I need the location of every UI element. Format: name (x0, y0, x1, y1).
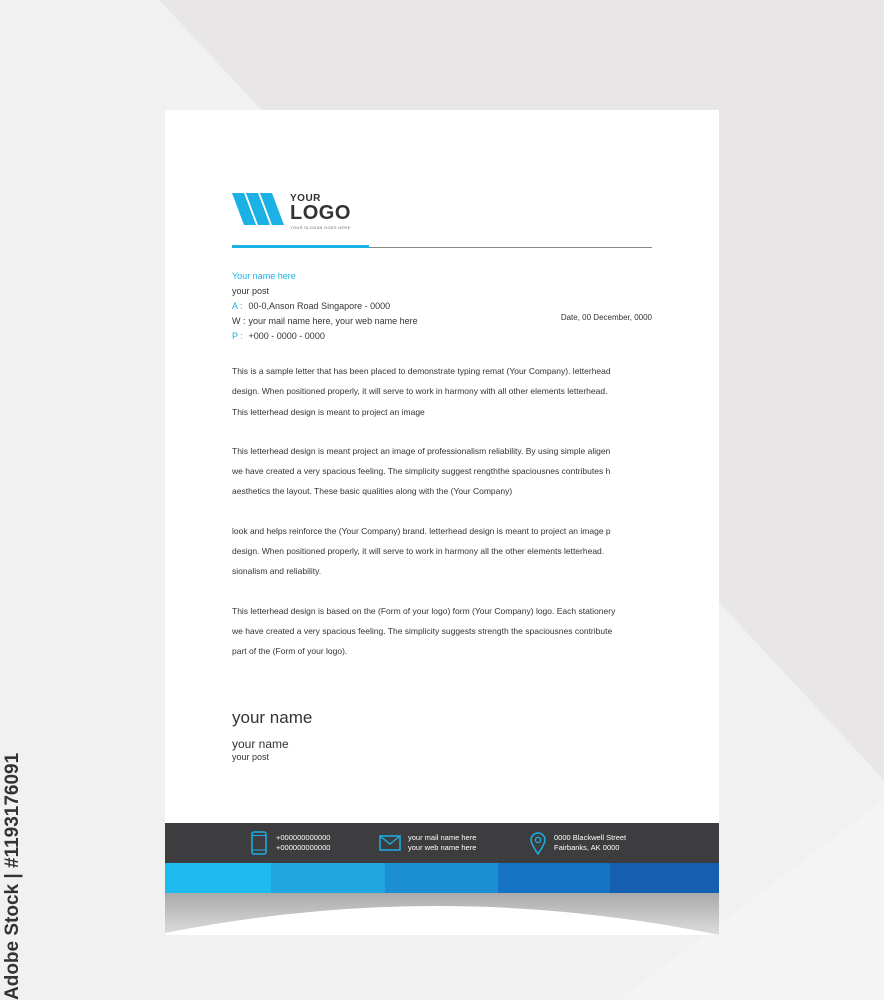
paragraph-line: part of the (Form of your logo). (232, 646, 348, 657)
paragraph-1 (232, 361, 652, 422)
sender-web-line (232, 314, 418, 329)
letterhead-page (165, 110, 719, 935)
footer-street: 0000 Blackwell Street (554, 833, 627, 842)
web-label: W : (232, 316, 246, 326)
paragraph-line: we have created a very spacious feeling. The simplicity suggests strength the spaciousnes contribute (232, 625, 613, 636)
logo-slogan: YOUR SLOGAN GOES HERE (290, 225, 351, 230)
header-accent-rule (232, 245, 369, 248)
footer-web-name: your web name here (408, 843, 477, 852)
bottom-curve-decoration (165, 893, 719, 935)
stripe-5 (610, 863, 719, 893)
color-stripes (165, 863, 719, 893)
footer-bar (165, 823, 719, 863)
stripe-3 (385, 863, 498, 893)
paragraph-line: design. When positioned properly, it will serve to work in harmony with all other elements letterhead. (232, 386, 608, 397)
footer-mail-name: your mail name here (408, 833, 477, 842)
footer-city: Fairbanks, AK 0000 (554, 843, 620, 852)
sender-address-line (232, 299, 418, 314)
paragraph-line: look and helps reinforce the (Your Company) brand. letterhead design is meant to project an image p (232, 525, 611, 536)
paragraph-2 (232, 441, 652, 502)
paragraph-line: we have created a very spacious feeling. The simplicity suggest rengththe spaciousnes contributes h (232, 466, 611, 477)
phone-label: P : (232, 331, 243, 341)
paragraph-line: This letterhead design is meant project an image of professionalism reliability. By using simple aligen (232, 445, 611, 456)
stock-watermark (2, 752, 32, 1000)
paragraph-line: design. When positioned properly, it will serve to work in harmony all the other elements letterhead. (232, 546, 605, 557)
stripe-4 (498, 863, 610, 893)
signature-name: your name (232, 737, 289, 751)
paragraph-line: sionalism and reliability. (232, 566, 322, 577)
mail-icon (379, 831, 401, 855)
watermark-text: Adobe Stock | #1193176091 (2, 752, 23, 1000)
phone-icon (251, 831, 267, 855)
letter-body (232, 361, 652, 681)
sender-web: your mail name here, your web name here (248, 316, 418, 326)
sender-block (232, 269, 418, 344)
location-pin-icon (529, 831, 547, 855)
footer-mail-text (408, 833, 476, 853)
paragraph-line: This letterhead design is based on the (Form of your logo) form (Your Company) logo. Each stationery (232, 605, 616, 616)
company-logo (232, 193, 362, 233)
paragraph-line: This is a sample letter that has been placed to demonstrate typing remat (Your Company). letterhead (232, 366, 611, 376)
stripe-1 (165, 863, 271, 893)
letter-date: Date, 00 December, 0000 (560, 313, 652, 322)
footer-address-text (554, 833, 626, 853)
stripe-2 (271, 863, 385, 893)
paragraph-line: This letterhead design is meant to project an image (232, 406, 425, 417)
paragraph-4 (232, 601, 652, 662)
address-label: A : (232, 301, 243, 311)
footer-phone-text (276, 833, 330, 853)
paragraph-3 (232, 521, 652, 582)
logo-main-text: LOGO (290, 202, 351, 224)
logo-mark-icon (232, 193, 288, 225)
footer-phone1: +000000000000 (276, 833, 331, 842)
sender-post: your post (232, 286, 270, 296)
signature-name-large: your name (232, 708, 313, 727)
footer-phone2: +000000000000 (276, 843, 331, 852)
logo-your-text: YOUR (290, 193, 321, 204)
sender-name: Your name here (232, 271, 296, 281)
sender-phone-line (232, 329, 418, 344)
signature-post: your post (232, 752, 270, 762)
sender-address: 00-0,Anson Road Singapore - 0000 (248, 301, 391, 311)
paragraph-line: aesthetics the layout. These basic qualities along with the (Your Company) (232, 486, 513, 497)
sender-phone: +000 - 0000 - 0000 (248, 331, 325, 341)
